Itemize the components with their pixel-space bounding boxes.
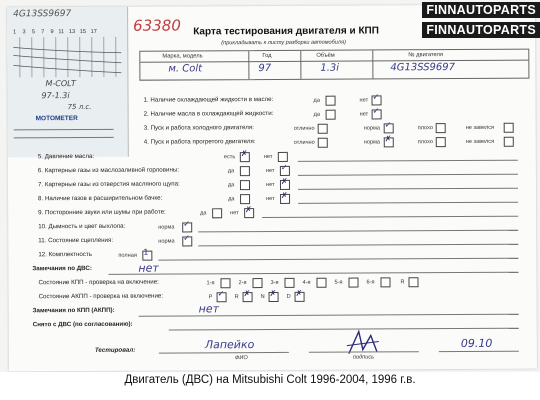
item-10-label: 10. Дымность и цвет выхлопа:: [38, 222, 126, 231]
item-1-label: 1. Наличие охлаждающей жидкости в масле:: [143, 95, 274, 104]
date-value: 09.10: [460, 336, 493, 351]
auto-n-check-icon: ✗: [269, 288, 277, 299]
tested-label: Тестировал:: [94, 346, 136, 354]
header-year: Год: [262, 53, 272, 60]
item-9-check-icon: ✗: [245, 205, 252, 215]
sticker-code: 4G13SS9697: [13, 9, 72, 20]
item-4-label: 4. Пуск и работа прогретого двигателя:: [143, 138, 256, 146]
item-4-check-icon: ✗: [384, 134, 392, 144]
item-7-label: 7. Картерные газы из отверстия масляного щупа:: [37, 180, 180, 189]
auto-p-check-icon: ✓: [217, 289, 225, 299]
gear-6-box[interactable]: [380, 277, 390, 287]
item-1-opt-yes: да: [313, 97, 320, 104]
item-4-opt-excellent: отлично: [293, 139, 315, 146]
item-9-label: 9. Посторонние звуки или шумы при работе:: [38, 208, 166, 217]
item-11-label: 11. Состояние сцепления:: [38, 236, 114, 245]
engine-sticker: [7, 7, 129, 161]
watermark-bottom: FINNAUTOPARTS: [422, 22, 540, 38]
gear-4-box[interactable]: [316, 278, 326, 288]
image-caption: Двигатель (ДВС) на Mitsubishi Colt 1996-2004, 1996 г.в.: [124, 374, 416, 386]
auto-d-label: D: [286, 293, 291, 300]
item-3-opt-normal: норма: [363, 125, 380, 132]
item-3-opt-nostart: не завелся: [465, 124, 495, 131]
item-3-box-excellent[interactable]: [318, 124, 328, 134]
item-3-opt-excellent: отлично: [293, 125, 315, 132]
item-6-opt-no: нет: [265, 167, 275, 175]
item-4-opt-bad: плохо: [417, 139, 434, 146]
item-2-opt-yes: да: [313, 111, 321, 118]
remarks-kpp-label: Замечания по КПП (АКПП):: [32, 306, 115, 315]
item-3-check-icon: ✓: [384, 120, 392, 130]
auto-r-label: R: [234, 294, 239, 301]
item-8-check-icon: ✗: [281, 190, 288, 200]
item-1-opt-no: нет: [359, 97, 369, 104]
sticker-id: 63380: [133, 16, 181, 35]
header-table: [139, 49, 529, 81]
item-3-opt-bad: плохо: [417, 125, 433, 132]
sticker-hand-2: 97-1.3i: [41, 91, 70, 101]
item-3-label: 3. Пуск и работа холодного двигателя:: [143, 124, 254, 132]
value-volume: 1.3i: [320, 62, 340, 74]
item-6-opt-yes: да: [227, 168, 235, 175]
value-engine-no: 4G13SS9697: [390, 62, 456, 74]
remarks-kpp-value: нет: [198, 302, 220, 316]
item-11-check-icon: ✓: [183, 233, 190, 243]
sticker-hand-3: 75 л.с.: [67, 102, 92, 112]
gear-1-box[interactable]: [220, 278, 230, 288]
item-5-opt-no: нет: [263, 153, 273, 161]
auto-d-check-icon: ✗: [295, 288, 303, 298]
item-4-box-nostart[interactable]: [504, 137, 514, 147]
item-11-opt-normal: норма: [158, 238, 175, 245]
item-6-box-yes[interactable]: [240, 166, 250, 176]
remarks-dvs-label: Замечания по ДВС:: [32, 264, 92, 273]
item-5-check-icon: ✗: [240, 149, 248, 159]
gear-5-box[interactable]: [348, 278, 358, 288]
tested-name: Лапейко: [204, 338, 255, 352]
item-4-box-excellent[interactable]: [318, 138, 328, 148]
gear-r-box[interactable]: [408, 277, 418, 287]
sign-label: подпись: [352, 354, 375, 361]
header-make: Марка, модель: [162, 53, 203, 60]
gear-r-label: R: [400, 279, 405, 286]
watermark-top: FINNAUTOPARTS: [422, 2, 540, 18]
item-8-opt-yes: да: [228, 196, 235, 203]
item-12-label: 12. Комплектность: [38, 250, 93, 259]
sticker-brand: MOTOMETER: [35, 115, 78, 123]
gear-2-box[interactable]: [252, 278, 262, 288]
item-2-opt-no: нет: [359, 111, 369, 118]
signature: [345, 327, 381, 357]
item-7-box-yes[interactable]: [240, 180, 250, 190]
kpp-auto-label: Состояние АКПП - проверка на включение:: [38, 292, 164, 301]
remarks-dvs-value: нет: [138, 261, 159, 275]
item-8-box-yes[interactable]: [240, 194, 250, 204]
item-8-opt-no: нет: [266, 195, 275, 203]
value-make: м. Colt: [168, 63, 203, 75]
item-3-box-bad[interactable]: [436, 123, 446, 133]
gear-3-label: 3-я: [270, 279, 279, 287]
sticker-hand-1: M-COLT: [45, 79, 76, 89]
sticker-curves: [13, 39, 123, 80]
gear-3-box[interactable]: [284, 278, 294, 288]
item-1-box-yes[interactable]: [326, 96, 336, 106]
item-1-check-icon: ✓: [372, 92, 380, 102]
form-title: Карта тестирования двигателя и КПП: [193, 25, 379, 38]
item-4-box-bad[interactable]: [436, 137, 446, 147]
form-subtitle: (прикладывать к листу разборки автомобиля): [221, 39, 346, 47]
item-12-opt-full: полная: [118, 252, 137, 259]
item-5-opt-yes: есть: [223, 154, 236, 161]
auto-p-label: P: [208, 294, 213, 301]
item-5-label: 5. Давление масла:: [37, 152, 95, 161]
gear-6-label: 6-я: [366, 279, 375, 286]
item-2-box-yes[interactable]: [326, 110, 336, 120]
item-5-box-no[interactable]: [278, 152, 288, 162]
test-card-sheet: [7, 5, 537, 372]
item-10-opt-normal: норма: [158, 224, 175, 231]
item-9-box-yes[interactable]: [212, 208, 222, 218]
removed-label: Снято с ДВС (по согласованию):: [32, 320, 133, 329]
fio-label: ФИО: [234, 355, 248, 362]
kpp-manual-label: Состояние КПП - проверка на включение:: [38, 278, 159, 287]
gear-4-label: 4-я: [302, 279, 311, 286]
auto-n-label: N: [260, 294, 265, 301]
gear-1-label: 1-я: [206, 280, 215, 287]
gear-5-label: 5-я: [334, 279, 343, 286]
item-2-label: 2. Наличие масла в охлаждающей жидкости:: [143, 109, 274, 118]
item-3-box-nostart[interactable]: [504, 123, 514, 133]
header-engine-no: № двигателя: [408, 52, 444, 59]
auto-r-check-icon: ✗: [243, 289, 251, 299]
item-8-label: 8. Наличие газов в расширительном бачке:: [38, 194, 163, 203]
item-10-check-icon: ✓: [183, 219, 190, 229]
sticker-numbers: 1 3 5 7 9 11 13 15 17: [13, 28, 97, 36]
item-2-check-icon: ✓: [372, 106, 380, 116]
item-9-opt-no: нет: [230, 210, 239, 217]
gear-2-label: 2-я: [238, 280, 247, 287]
item-9-opt-yes: да: [200, 210, 207, 217]
item-4-opt-nostart: не завелся: [465, 138, 495, 145]
item-7-opt-no: нет: [265, 181, 275, 189]
item-7-check-icon: ✗: [280, 176, 288, 186]
item-4-opt-normal: норма: [363, 139, 381, 146]
item-6-check-icon: ✓: [280, 162, 288, 172]
value-year: 97: [258, 63, 272, 75]
item-6-label: 6. Картерные газы из маслозаливной горловины:: [37, 166, 180, 175]
item-12-check-icon: 1: [143, 247, 149, 257]
header-volume: Объём: [316, 52, 335, 59]
item-7-opt-yes: да: [227, 182, 235, 189]
